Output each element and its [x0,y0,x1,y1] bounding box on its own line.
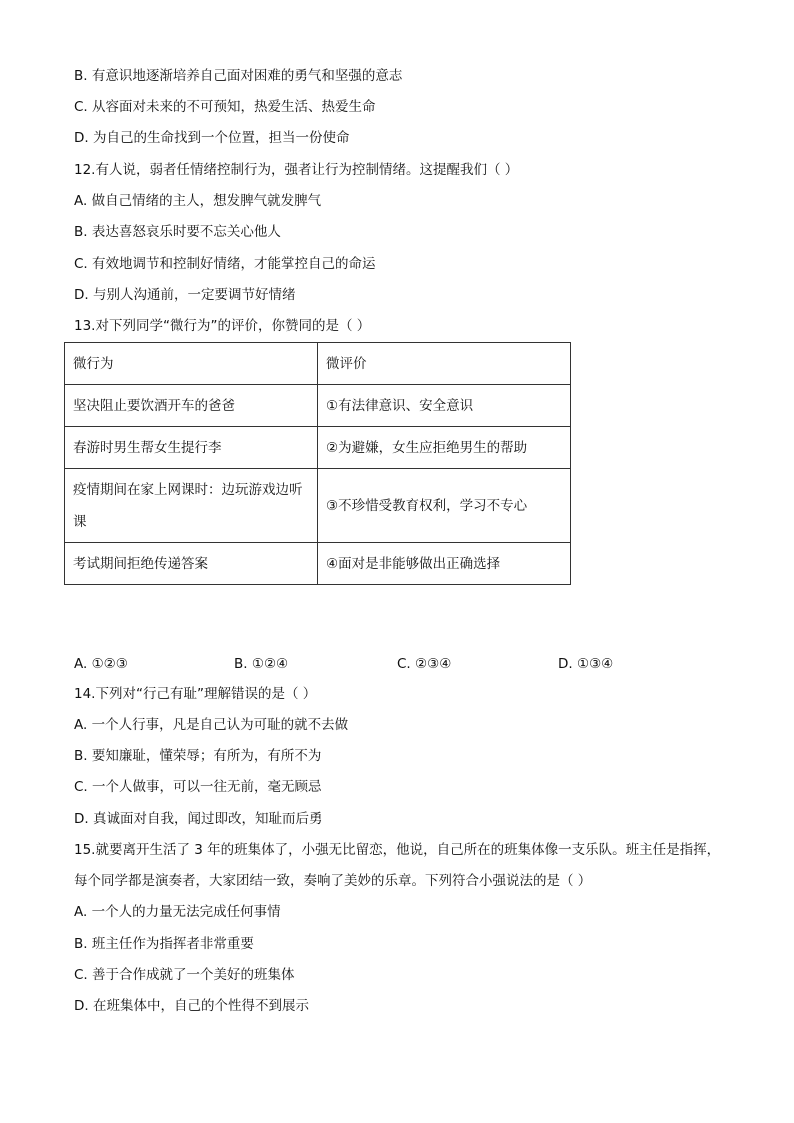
q13-option-d: D. ①③④ [558,656,614,672]
q11-option-b: B. 有意识地逐渐培养自己面对困难的勇气和坚强的意志 [74,68,403,84]
q15-option-a: A. 一个人的力量无法完成任何事情 [74,904,281,920]
q14-option-b: B. 要知廉耻，懂荣辱；有所为，有所不为 [74,748,322,764]
table-cell: ①有法律意识、安全意识 [318,385,571,427]
q15-option-b: B. 班主任作为指挥者非常重要 [74,936,254,952]
q14-option-c: C. 一个人做事，可以一往无前，毫无顾忌 [74,779,322,795]
q13-option-c: C. ②③④ [397,656,452,672]
q15-stem-line2: 每个同学都是演奏者，大家团结一致，奏响了美妙的乐章。下列符合小强说法的是（ ） [74,873,592,889]
table-row [65,543,571,585]
table-header-cell: 微评价 [318,343,571,385]
q11-option-d: D. 为自己的生命找到一个位置，担当一份使命 [74,130,350,146]
q12-stem: 12.有人说，弱者任情绪控制行为，强者让行为控制情绪。这提醒我们（ ） [74,162,519,178]
table-row [65,427,571,469]
table-cell: 疫情期间在家上网课时：边玩游戏边听课 [65,469,318,543]
q11-option-c: C. 从容面对未来的不可预知，热爱生活、热爱生命 [74,99,376,115]
table-header-row [65,343,571,385]
q15-stem-line1: 15.就要离开生活了 3 年的班集体了，小强无比留恋，他说，自己所在的班集体像一支乐队。班主任是指挥， [74,842,721,858]
q13-stem: 13.对下列同学“微行为”的评价，你赞同的是（ ） [74,318,371,334]
table-row [65,469,571,543]
q15-option-c: C. 善于合作成就了一个美好的班集体 [74,967,295,983]
q12-option-b: B. 表达喜怒哀乐时要不忘关心他人 [74,224,281,240]
q13-option-b: B. ①②④ [234,656,289,672]
table-cell: ③不珍惜受教育权利，学习不专心 [318,469,571,543]
table-cell: 考试期间拒绝传递答案 [65,543,318,585]
evaluation-table [64,342,571,585]
table-cell: ④面对是非能够做出正确选择 [318,543,571,585]
table-cell: 春游时男生帮女生提行李 [65,427,318,469]
q13-option-a: A. ①②③ [74,656,128,672]
q14-option-a: A. 一个人行事，凡是自己认为可耻的就不去做 [74,717,349,733]
q14-option-d: D. 真诚面对自我，闻过即改，知耻而后勇 [74,811,323,827]
q14-stem: 14.下列对“行己有耻”理解错误的是（ ） [74,686,317,702]
q12-option-d: D. 与别人沟通前，一定要调节好情绪 [74,287,296,303]
table-cell: ②为避嫌，女生应拒绝男生的帮助 [318,427,571,469]
table-header-cell: 微行为 [65,343,318,385]
q12-option-a: A. 做自己情绪的主人，想发脾气就发脾气 [74,193,322,209]
table-row [65,385,571,427]
q12-option-c: C. 有效地调节和控制好情绪，才能掌控自己的命运 [74,256,376,272]
q15-option-d: D. 在班集体中，自己的个性得不到展示 [74,998,309,1014]
table-cell: 坚决阻止要饮酒开车的爸爸 [65,385,318,427]
